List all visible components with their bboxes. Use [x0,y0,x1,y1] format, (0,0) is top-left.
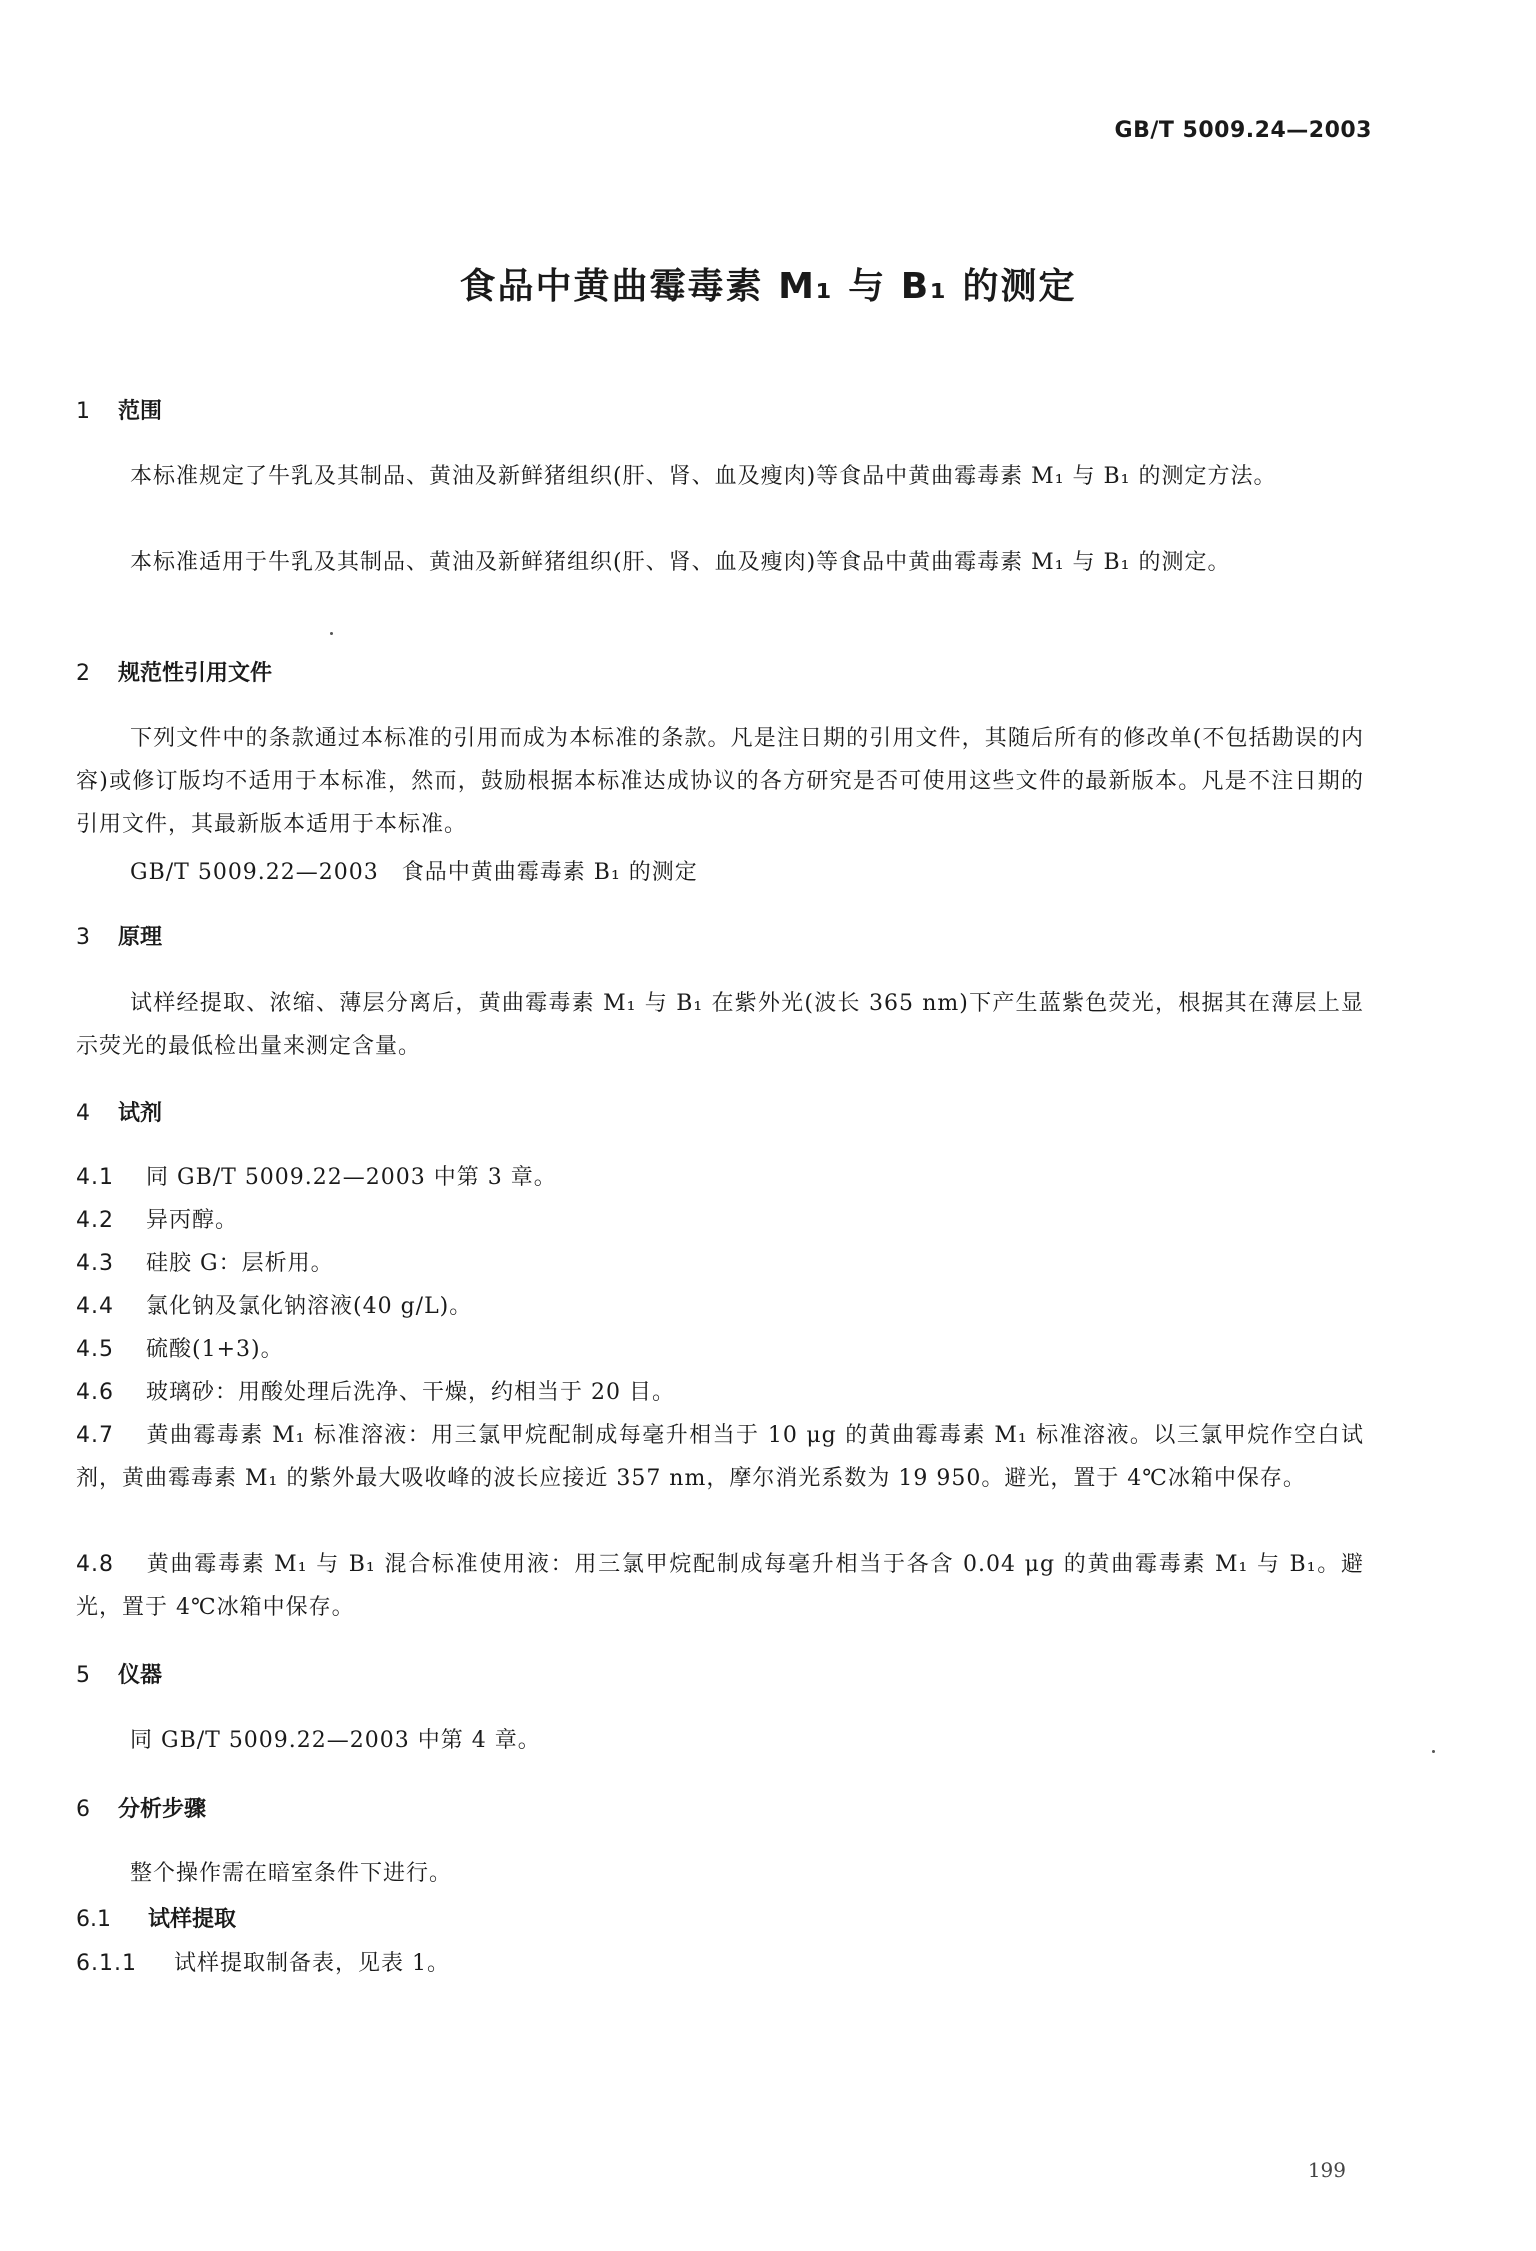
section-1-paragraph-1: 本标准规定了牛乳及其制品、黄油及新鲜猪组织(肝、肾、血及瘦肉)等食品中黄曲霉毒素 M₁ 与 B₁ 的测定方法。 [130,464,1277,489]
reagent-item [76,1414,1364,1500]
section-6-heading [76,1792,206,1823]
section-title: 原理 [118,925,163,950]
item-number: 4.1 [76,1165,114,1190]
item-text: 同 GB/T 5009.22—2003 中第 3 章。 [146,1165,557,1190]
section-number: 4 [76,1101,90,1126]
section-title: 试剂 [118,1101,163,1126]
scan-speck [1432,1750,1435,1753]
reagent-item [76,1285,1364,1328]
item-text: 异丙醇。 [146,1208,239,1233]
section-title: 范围 [118,399,163,424]
section-number: 6 [76,1797,90,1822]
item-number: 4.7 [76,1423,114,1448]
section-title: 仪器 [118,1663,163,1688]
subsection-number: 6.1 [76,1907,111,1932]
clause-6-1-1 [76,1946,450,1977]
section-4-heading [76,1096,162,1127]
section-number: 3 [76,925,90,950]
section-5-paragraph-1: 同 GB/T 5009.22—2003 中第 4 章。 [130,1728,541,1753]
item-text: 氯化钠及氯化钠溶液(40 g/L)。 [146,1294,473,1319]
normative-reference: GB/T 5009.22—2003 食品中黄曲霉毒素 B₁ 的测定 [130,860,698,885]
section-number: 1 [76,399,90,424]
standard-number: GB/T 5009.24—2003 [1114,118,1372,143]
scan-speck [330,632,333,635]
item-text: 黄曲霉毒素 M₁ 与 B₁ 混合标准使用液：用三氯甲烷配制成每毫升相当于各含 0.04 μg 的黄曲霉毒素 M₁ 与 B₁。避光，置于 4℃冰箱中保存。 [76,1552,1364,1620]
section-1-paragraph-2: 本标准适用于牛乳及其制品、黄油及新鲜猪组织(肝、肾、血及瘦肉)等食品中黄曲霉毒素 M₁ 与 B₁ 的测定。 [130,550,1231,575]
item-text: 黄曲霉毒素 M₁ 标准溶液：用三氯甲烷配制成每毫升相当于 10 μg 的黄曲霉毒素 M₁ 标准溶液。以三氯甲烷作空白试剂，黄曲霉毒素 M₁ 的紫外最大吸收峰的波长应接近 357 nm，摩尔消光系数为 19 950。避光，置于 4℃冰箱中保存。 [76,1423,1364,1491]
document-title: 食品中黄曲霉毒素 M₁ 与 B₁ 的测定 [459,266,1077,307]
item-text: 玻璃砂：用酸处理后洗净、干燥，约相当于 20 目。 [146,1380,675,1405]
item-number: 4.4 [76,1294,114,1319]
section-6-paragraph-1: 整个操作需在暗室条件下进行。 [130,1861,453,1886]
section-number: 5 [76,1663,90,1688]
page-number: 199 [1307,2158,1346,2182]
item-number: 4.8 [76,1552,114,1577]
subsection-6-1-heading [76,1902,236,1933]
section-title: 规范性引用文件 [118,661,273,686]
section-3-paragraph-1: 试样经提取、浓缩、薄层分离后，黄曲霉毒素 M₁ 与 B₁ 在紫外光(波长 365 nm)下产生蓝紫色荧光，根据其在薄层上显示荧光的最低检出量来测定含量。 [76,991,1364,1059]
section-2-paragraph-1: 下列文件中的条款通过本标准的引用而成为本标准的条款。凡是注日期的引用文件，其随后所有的修改单(不包括勘误的内容)或修订版均不适用于本标准，然而，鼓励根据本标准达成协议的各方研究是否可使用这些文件的最新版本。凡是不注日期的引用文件，其最新版本适用于本标准。 [76,726,1364,837]
item-number: 4.2 [76,1208,114,1233]
reagent-item [76,1371,1364,1414]
subsection-title: 试样提取 [148,1907,237,1932]
section-1-heading [76,394,162,425]
reagent-item [76,1199,1364,1242]
item-text: 硅胶 G：层析用。 [146,1251,334,1276]
item-text: 硫酸(1+3)。 [146,1337,284,1362]
section-number: 2 [76,661,90,686]
clause-text: 试样提取制备表，见表 1。 [174,1951,450,1976]
clause-number: 6.1.1 [76,1951,137,1976]
section-5-heading [76,1658,162,1689]
reagent-item [76,1156,1364,1199]
item-number: 4.3 [76,1251,114,1276]
section-title: 分析步骤 [118,1797,207,1822]
item-number: 4.6 [76,1380,114,1405]
item-number: 4.5 [76,1337,114,1362]
section-2-heading [76,656,272,687]
section-3-heading [76,920,162,951]
reagent-item [76,1328,1364,1371]
reagent-item [76,1543,1364,1629]
reagent-item [76,1242,1364,1285]
